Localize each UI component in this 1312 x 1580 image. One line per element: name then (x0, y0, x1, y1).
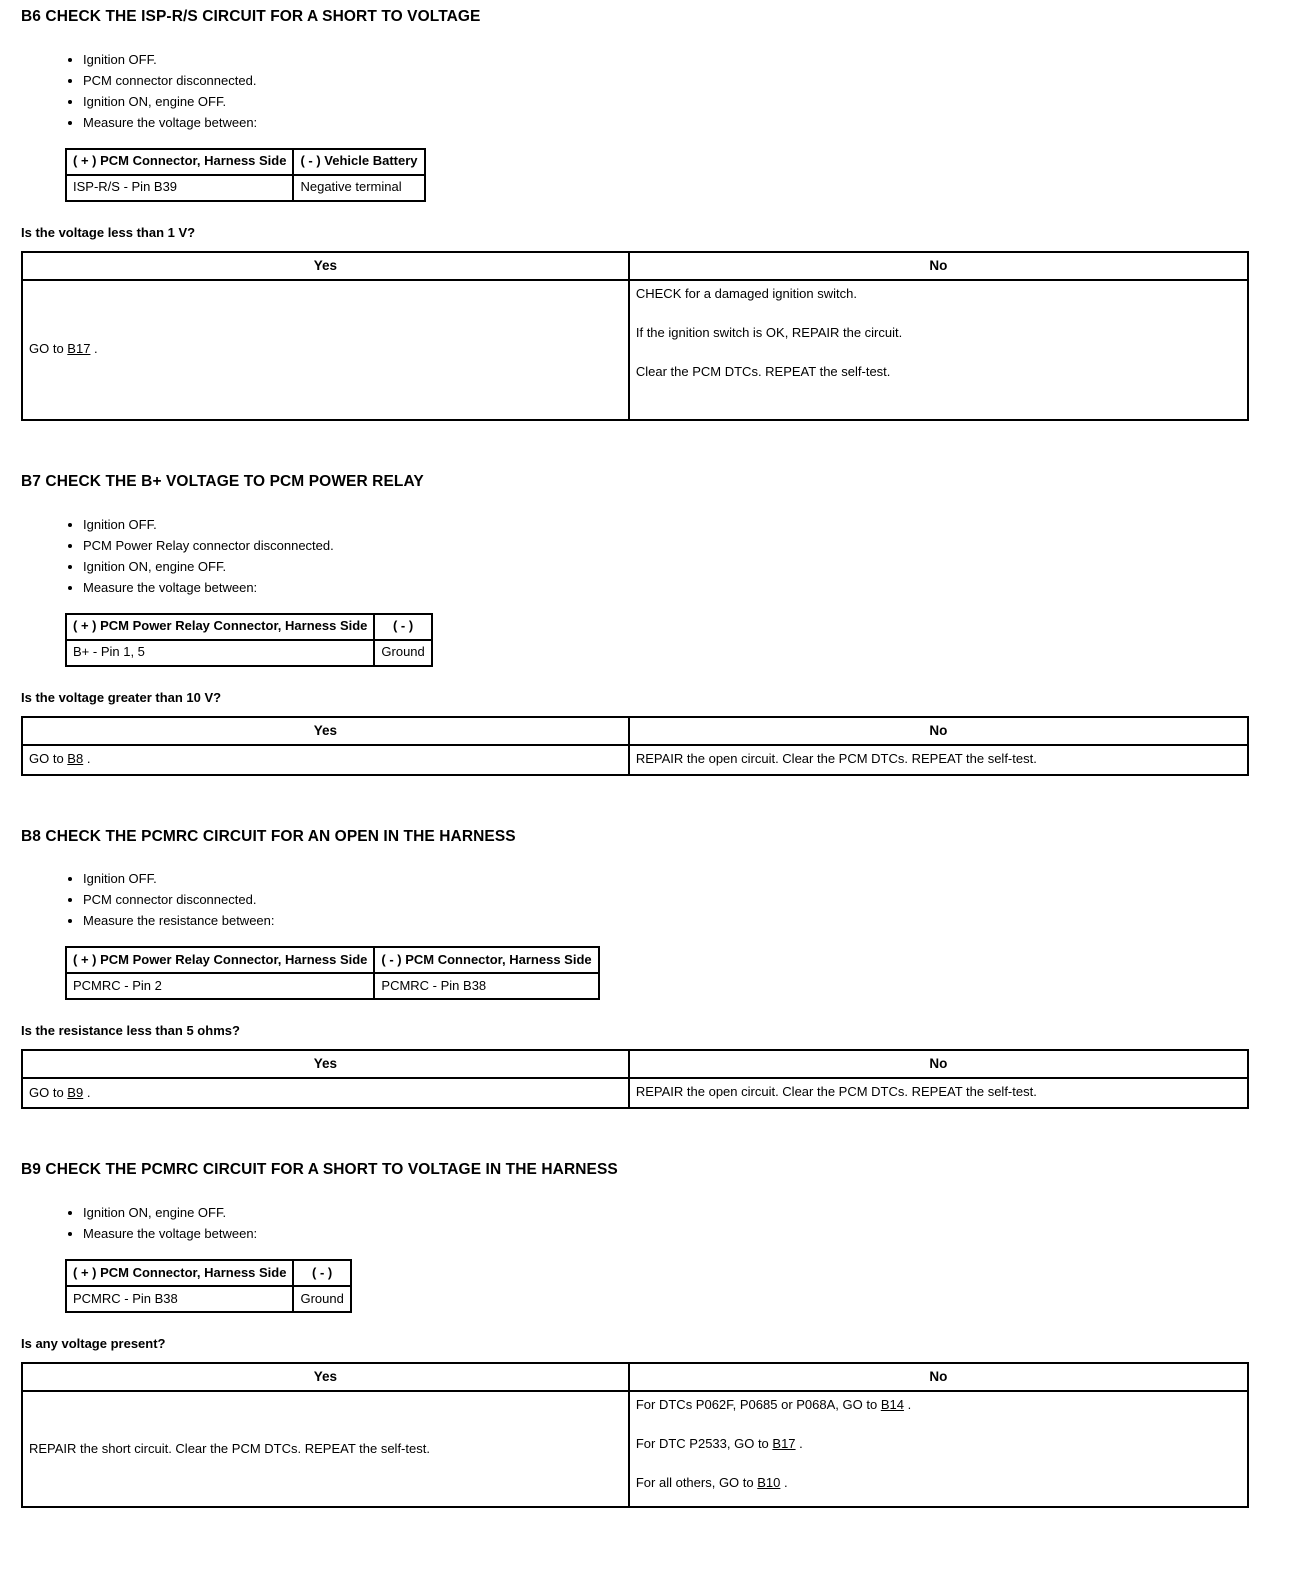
measure-table-header-cell: ( + ) PCM Connector, Harness Side (66, 1260, 293, 1286)
text-run: CHECK for a damaged ignition switch. (635, 285, 857, 301)
bullet-item: • Measure the voltage between: (83, 115, 1250, 130)
bullet-list (21, 52, 1250, 130)
measure-table-cell: PCMRC - Pin 2 (66, 973, 374, 999)
action-paragraph (636, 1476, 1241, 1491)
yes-cell (22, 745, 629, 775)
no-column-header: No (629, 717, 1248, 745)
link-B14[interactable]: B14 (880, 1397, 904, 1412)
link-B10[interactable]: B10 (757, 1474, 781, 1490)
measure-table-cell: PCMRC - Pin B38 (66, 1286, 293, 1312)
no-column-header: No (629, 252, 1248, 280)
text-run: . (90, 341, 98, 357)
no-cell (629, 745, 1248, 775)
action-paragraph (636, 1437, 1241, 1452)
action-paragraph (29, 752, 622, 767)
section-title: B9 CHECK THE PCMRC CIRCUIT FOR A SHORT TO VOLTAGE IN THE HARNESS (21, 1161, 618, 1179)
measure-table-header-cell: ( + ) PCM Power Relay Connector, Harness Side (66, 614, 374, 640)
decision-body-row (22, 280, 1248, 420)
decision-body-row (22, 1391, 1248, 1507)
action-paragraph (636, 1085, 1241, 1100)
measure-table-cell: Negative terminal (293, 175, 424, 201)
bullet-item: • Ignition ON, engine OFF. (83, 94, 1250, 109)
decision-table (21, 1362, 1249, 1508)
section-title: B7 CHECK THE B+ VOLTAGE TO PCM POWER RELAY (21, 472, 424, 490)
measure-table-header-cell: ( - ) (374, 614, 431, 640)
no-cell (629, 1391, 1248, 1507)
bullet-list (21, 871, 1250, 928)
measure-table (65, 946, 600, 1000)
text-run: . (903, 1397, 912, 1412)
measure-table-cell: ISP-R/S - Pin B39 (66, 175, 293, 201)
bullet-item: • Measure the voltage between: (83, 1226, 1250, 1241)
bullet-item: • Ignition ON, engine OFF. (83, 1205, 1250, 1220)
section-B6 (21, 8, 1250, 421)
decision-header-row (22, 1050, 1248, 1078)
decision-body-row (22, 1078, 1248, 1108)
text-run: REPAIR the open circuit. Clear the PCM DTCs. REPEAT the self-test. (635, 1084, 1037, 1100)
measure-table-cell: B+ - Pin 1, 5 (66, 640, 374, 666)
link-B17[interactable]: B17 (772, 1435, 796, 1451)
action-paragraph (29, 342, 622, 357)
yes-cell (22, 1078, 629, 1108)
text-run: For all others, GO to (635, 1474, 758, 1490)
measure-table-data-row (66, 175, 425, 201)
measure-table-header-row (66, 1260, 351, 1286)
yes-column-header: Yes (22, 717, 629, 745)
measure-table-header-row (66, 614, 432, 640)
link-B9[interactable]: B9 (67, 1084, 84, 1100)
measure-table-data-row (66, 640, 432, 666)
action-paragraph (29, 1086, 622, 1101)
bullet-item: • Ignition OFF. (83, 517, 1250, 532)
action-paragraph (636, 365, 1241, 380)
bullet-item: • Ignition OFF. (83, 52, 1250, 67)
no-cell (629, 1078, 1248, 1108)
decision-table (21, 251, 1249, 421)
link-B8[interactable]: B8 (67, 751, 84, 767)
decision-table (21, 1049, 1249, 1109)
bullet-item: • PCM connector disconnected. (83, 73, 1250, 88)
no-column-header: No (629, 1363, 1248, 1391)
bullet-item: • Ignition OFF. (83, 871, 1250, 886)
yes-cell (22, 280, 629, 420)
bullet-item: • Measure the voltage between: (83, 580, 1250, 595)
bullet-item: • PCM Power Relay connector disconnected. (83, 538, 1250, 553)
question-text: Is the voltage greater than 10 V? (21, 689, 222, 705)
measure-table (65, 1259, 352, 1313)
measure-table-header-cell: ( - ) PCM Connector, Harness Side (374, 947, 598, 973)
action-paragraph (636, 1398, 1241, 1413)
section-title: B6 CHECK THE ISP-R/S CIRCUIT FOR A SHORT TO VOLTAGE (21, 8, 481, 25)
measure-table-data-row (66, 973, 599, 999)
measure-table-header-cell: ( - ) (293, 1260, 350, 1286)
no-cell (629, 280, 1248, 420)
measure-table-header-cell: ( + ) PCM Connector, Harness Side (66, 149, 293, 175)
measure-table-cell: Ground (374, 640, 431, 666)
text-run: Clear the PCM DTCs. REPEAT the self-test. (635, 363, 891, 379)
link-B17[interactable]: B17 (67, 341, 91, 357)
decision-header-row (22, 1363, 1248, 1391)
text-run: . (83, 751, 91, 767)
text-run: . (795, 1435, 803, 1451)
section-B9 (21, 1161, 1250, 1508)
decision-header-row (22, 717, 1248, 745)
bullet-item: • Ignition ON, engine OFF. (83, 559, 1250, 574)
no-column-header: No (629, 1050, 1248, 1078)
text-run: GO to (29, 751, 68, 767)
action-paragraph (636, 326, 1241, 341)
section-B8 (21, 828, 1250, 1110)
text-run: . (83, 1084, 91, 1100)
text-run: REPAIR the open circuit. Clear the PCM DTCs. REPEAT the self-test. (635, 750, 1037, 766)
measure-table-header-row (66, 149, 425, 175)
decision-body-row (22, 745, 1248, 775)
text-run: For DTC P2533, GO to (635, 1435, 773, 1451)
text-run: GO to (29, 1084, 68, 1100)
action-paragraph (29, 1442, 622, 1457)
text-run: GO to (29, 341, 68, 357)
question-text: Is the voltage less than 1 V? (21, 224, 196, 240)
bullet-item: • PCM connector disconnected. (83, 892, 1250, 907)
decision-header-row (22, 252, 1248, 280)
section-B7 (21, 473, 1250, 776)
yes-column-header: Yes (22, 1363, 629, 1391)
bullet-list (21, 1205, 1250, 1241)
action-paragraph (636, 287, 1241, 302)
yes-cell (22, 1391, 629, 1507)
measure-table-data-row (66, 1286, 351, 1312)
measure-table-header-cell: ( - ) Vehicle Battery (293, 149, 424, 175)
question-text: Is any voltage present? (21, 1336, 166, 1352)
measure-table (65, 613, 433, 667)
bullet-list (21, 517, 1250, 595)
section-title: B8 CHECK THE PCMRC CIRCUIT FOR AN OPEN IN THE HARNESS (21, 827, 516, 845)
yes-column-header: Yes (22, 252, 629, 280)
text-run: REPAIR the short circuit. Clear the PCM DTCs. REPEAT the self-test. (29, 1440, 430, 1456)
text-run: If the ignition switch is OK, REPAIR the circuit. (635, 324, 903, 340)
measure-table-cell: PCMRC - Pin B38 (374, 973, 598, 999)
text-run: . (780, 1474, 788, 1490)
measure-table-cell: Ground (293, 1286, 350, 1312)
question-text: Is the resistance less than 5 ohms? (21, 1023, 240, 1039)
measure-table-header-row (66, 947, 599, 973)
measure-table-header-cell: ( + ) PCM Power Relay Connector, Harness Side (66, 947, 374, 973)
measure-table (65, 148, 426, 202)
action-paragraph (636, 752, 1241, 767)
text-run: For DTCs P062F, P0685 or P068A, GO to (635, 1397, 881, 1412)
bullet-item: • Measure the resistance between: (83, 913, 1250, 928)
yes-column-header: Yes (22, 1050, 629, 1078)
decision-table (21, 716, 1249, 776)
